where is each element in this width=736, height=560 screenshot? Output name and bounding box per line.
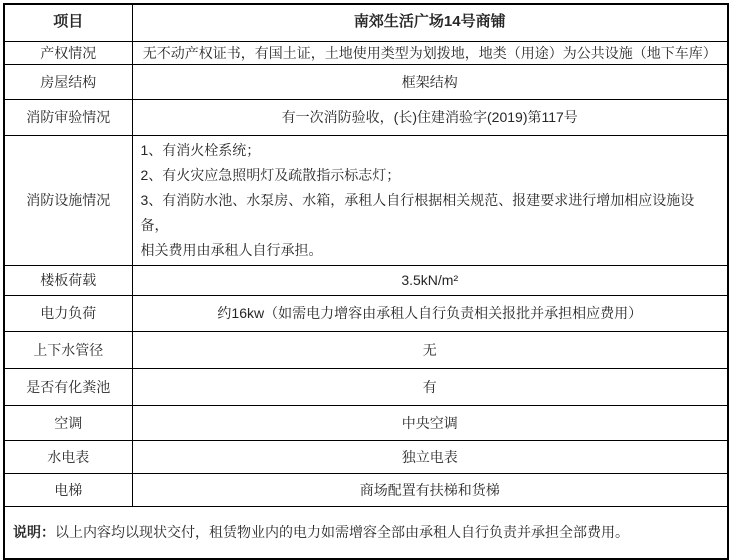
row-label-power-load: 电力负荷	[4, 295, 132, 331]
note-label: 说明：	[13, 524, 55, 541]
row-label-utility-meter: 水电表	[4, 440, 132, 473]
fire-facilities-line-1: 1、有消火栓系统；	[140, 141, 261, 158]
row-value-air-conditioning: 中央空调	[132, 405, 728, 440]
row-value-utility-meter: 独立电表	[132, 440, 728, 473]
row-label-property-rights: 产权情况	[4, 41, 132, 64]
row-fire-inspection	[4, 99, 728, 135]
note-text: 以上内容均以现状交付，租赁物业内的电力如需增容全部由承租人自行负责并承担全部费用。	[55, 524, 629, 541]
row-label-water-pipe-diameter: 上下水管径	[4, 331, 132, 368]
row-label-floor-load: 楼板荷载	[4, 265, 132, 295]
row-air-conditioning	[4, 405, 728, 440]
row-label-fire-inspection: 消防审验情况	[4, 99, 132, 135]
row-value-floor-load: 3.5kN/m²	[132, 265, 728, 295]
row-floor-load	[4, 265, 728, 295]
header-row	[4, 4, 728, 41]
row-label-building-structure: 房屋结构	[4, 64, 132, 99]
note-row	[4, 506, 728, 559]
property-info-table	[3, 3, 729, 560]
row-fire-facilities	[4, 135, 728, 265]
row-label-elevator: 电梯	[4, 473, 132, 506]
row-power-load	[4, 295, 728, 331]
fire-facilities-line-3: 3、有消防水池、水泵房、水箱，承租人自行根据相关规范、报建要求进行增加相应设施设备，	[140, 191, 695, 233]
row-label-air-conditioning: 空调	[4, 405, 132, 440]
row-water-pipe-diameter	[4, 331, 728, 368]
row-elevator	[4, 473, 728, 506]
note-cell	[4, 506, 728, 559]
row-property-rights	[4, 41, 728, 64]
row-label-fire-facilities: 消防设施情况	[4, 135, 132, 265]
row-utility-meter	[4, 440, 728, 473]
row-value-property-rights: 无不动产权证书，有国土证，土地使用类型为划拨地，地类（用途）为公共设施（地下车库）	[132, 41, 728, 64]
row-value-fire-inspection: 有一次消防验收，(长)住建消验字(2019)第117号	[132, 99, 728, 135]
row-label-septic-tank: 是否有化粪池	[4, 368, 132, 405]
header-value-shop-title: 南郊生活广场14号商铺	[132, 4, 728, 41]
row-value-building-structure: 框架结构	[132, 64, 728, 99]
fire-facilities-line-4: 相关费用由承租人自行承担。	[140, 241, 323, 258]
row-value-water-pipe-diameter: 无	[132, 331, 728, 368]
fire-facilities-line-2: 2、有火灾应急照明灯及疏散指示标志灯；	[140, 166, 401, 183]
row-septic-tank	[4, 368, 728, 405]
row-value-elevator: 商场配置有扶梯和货梯	[132, 473, 728, 506]
row-value-power-load: 约16kw（如需电力增容由承租人自行负责相关报批并承担相应费用）	[132, 295, 728, 331]
row-value-septic-tank: 有	[132, 368, 728, 405]
row-value-fire-facilities	[132, 135, 728, 265]
header-label: 项目	[4, 4, 132, 41]
row-building-structure	[4, 64, 728, 99]
